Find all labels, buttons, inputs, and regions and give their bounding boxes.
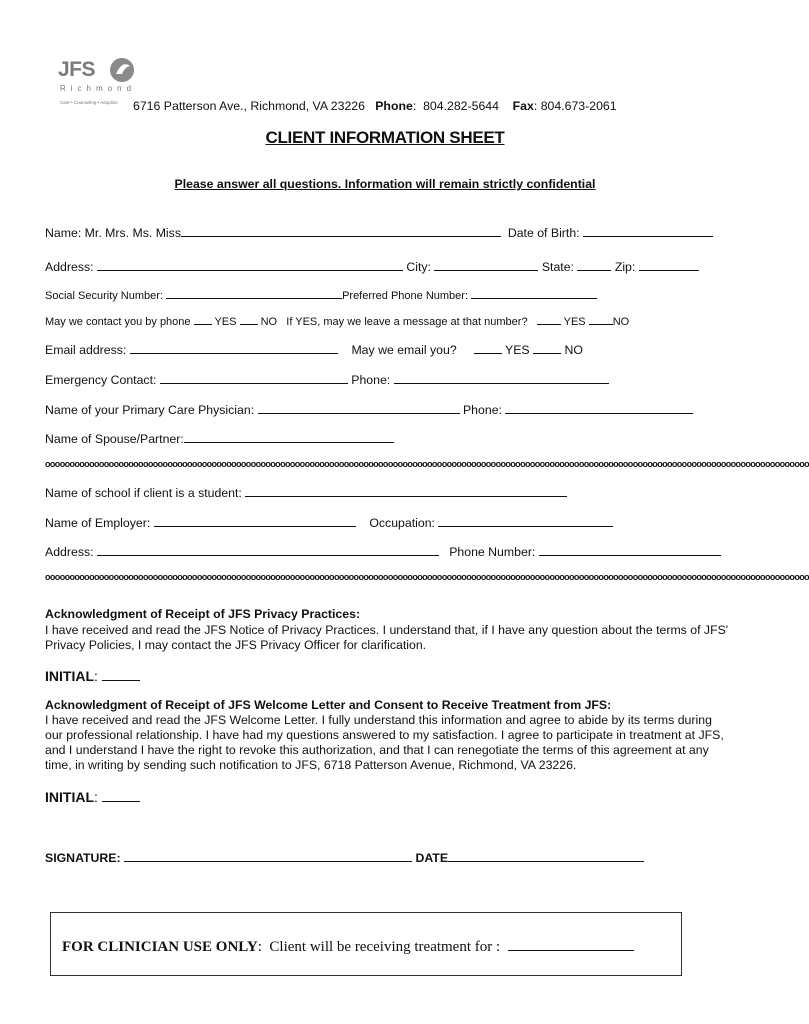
clinician-box (50, 912, 682, 976)
employer-phone-label: Phone Number: (449, 545, 536, 559)
physician-label: Name of your Primary Care Physician: (45, 403, 255, 417)
occupation-label: Occupation: (369, 516, 435, 530)
email-yes-label: YES (505, 343, 530, 357)
email-yes-check[interactable] (474, 341, 502, 354)
employer-address-label: Address: (45, 545, 94, 559)
header-phone: 804.282-5644 (423, 99, 499, 113)
contact-phone-row (45, 314, 629, 328)
employer-row (45, 514, 613, 530)
spouse-row (45, 430, 394, 446)
logo-city: Richmond (60, 84, 137, 93)
separator-2: oooooooooooooooooooooooooooooooooooooooooooooooooooooooooooooooooooooooooooooooooooooooooooooooooooooooooooooooooooooooooooooooooooooooooooooooooooooooooooo (45, 572, 809, 582)
email-row (45, 341, 583, 357)
header-contact: 6716 Patterson Ave., Richmond, VA 23226 Phone: 804.282-5644 Fax: 804.673-2061 (133, 99, 617, 113)
contact-no-label: NO (260, 316, 278, 328)
ssn-field[interactable] (166, 288, 342, 299)
city-label: City: (406, 260, 431, 274)
emergency-phone-label: Phone: (351, 373, 391, 387)
spouse-label: Name of Spouse/Partner: (45, 432, 184, 446)
employer-address-field[interactable] (97, 543, 439, 556)
logo-circle-icon (108, 56, 136, 84)
clinician-row: FOR CLINICIAN USE ONLY: Client will be receiving treatment for : (62, 937, 634, 956)
header-address: 6716 Patterson Ave., Richmond, VA 23226 (133, 99, 365, 113)
message-yes-check[interactable] (537, 314, 561, 325)
signature-field[interactable] (124, 849, 412, 862)
physician-phone-field[interactable] (505, 401, 693, 414)
clinician-text: Client will be receiving treatment for : (269, 939, 501, 955)
initial-label-2: INITIAL (45, 789, 94, 805)
address-label: Address: (45, 260, 94, 274)
page-title: CLIENT INFORMATION SHEET (265, 128, 505, 147)
employer-address-row (45, 543, 721, 559)
address-row (45, 258, 699, 274)
occupation-field[interactable] (438, 514, 613, 527)
emergency-field[interactable] (160, 371, 348, 384)
emergency-label: Emergency Contact: (45, 373, 157, 387)
email-field[interactable] (130, 341, 338, 354)
initial-label-1: INITIAL (45, 668, 94, 684)
fax-label: Fax (512, 99, 534, 113)
phone-label: Phone (375, 99, 413, 113)
email-label: Email address: (45, 343, 127, 357)
dob-label: Date of Birth: (507, 226, 580, 240)
address-field[interactable] (97, 258, 403, 271)
physician-phone-label: Phone: (462, 403, 502, 417)
school-label: Name of school if client is a student: (45, 486, 242, 500)
pref-phone-field[interactable] (471, 288, 597, 299)
welcome-heading: Acknowledgment of Receipt of JFS Welcome Letter and Consent to Receive Treatment from JFS: (45, 698, 612, 712)
name-row: Name: Mr. Mrs. Ms. Miss Date of Birth: (45, 224, 713, 240)
name-label: Name (45, 226, 78, 240)
email-no-check[interactable] (533, 341, 561, 354)
initial-field-1[interactable] (102, 667, 140, 681)
date-field[interactable] (448, 849, 644, 862)
physician-row (45, 401, 693, 417)
signature-label: SIGNATURE: (45, 851, 121, 865)
separator-1: oooooooooooooooooooooooooooooooooooooooooooooooooooooooooooooooooooooooooooooooooooooooooooooooooooooooooooooooooooooooooooooooooooooooooooooooooooooooooooo (45, 459, 809, 469)
emergency-row (45, 371, 609, 387)
state-field[interactable] (577, 258, 611, 271)
message-label: If YES, may we leave a message at that number? (286, 316, 528, 328)
school-row (45, 484, 567, 500)
contact-phone-label: May we contact you by phone (45, 316, 191, 328)
logo-text: JFS (58, 58, 96, 81)
header-fax: 804.673-2061 (540, 99, 617, 113)
spouse-field[interactable] (184, 430, 394, 443)
page-subtitle: Please answer all questions. Information will remain strictly confidential (174, 177, 596, 191)
name-field[interactable] (181, 224, 501, 237)
message-yes-label: YES (563, 316, 586, 328)
contact-no-check[interactable] (240, 314, 258, 325)
logo-tagline: Care • Counseling • Adoption (60, 100, 118, 105)
emergency-phone-field[interactable] (394, 371, 609, 384)
ssn-row (45, 288, 597, 302)
welcome-body: I have received and read the JFS Welcome Letter. I fully understand this information and agree to abide by its terms during our professional relationship. I have had my questions answered to my satisfaction. I agree to participate in treatment at JFS, and I understand I have the right to revoke this authorization, and that I can renegotiate the terms of this agreement at any time, in writing by sending such notification to JFS, 6718 Patterson Avenue, Richmond, VA 23226. (45, 713, 724, 772)
ssn-label: Social Security Number: (45, 290, 163, 302)
zip-label: Zip: (614, 260, 636, 274)
contact-yes-check[interactable] (194, 314, 212, 325)
initial-row-2: INITIAL: (45, 788, 140, 805)
clinician-label: FOR CLINICIAN USE ONLY (62, 939, 258, 955)
initial-field-2[interactable] (102, 788, 140, 802)
name-titles: Mr. Mrs. Ms. Miss (84, 226, 181, 240)
may-email-label: May we email you? (351, 343, 457, 357)
clinician-treatment-field[interactable] (508, 937, 634, 951)
date-label: DATE (415, 851, 449, 865)
school-field[interactable] (245, 484, 567, 497)
message-no-label: NO (612, 316, 630, 328)
privacy-body: I have received and read the JFS Notice of Privacy Practices. I understand that, if I have any question about the terms of JFS' Privacy Policies, I may contact the JFS Privacy Officer for clarification. (45, 623, 729, 652)
zip-field[interactable] (639, 258, 699, 271)
employer-field[interactable] (154, 514, 356, 527)
employer-label: Name of Employer: (45, 516, 151, 530)
email-no-label: NO (564, 343, 583, 357)
message-no-check[interactable] (589, 314, 613, 325)
employer-phone-field[interactable] (539, 543, 721, 556)
city-field[interactable] (434, 258, 538, 271)
physician-field[interactable] (258, 401, 460, 414)
initial-row-1: INITIAL: (45, 667, 140, 684)
state-label: State: (541, 260, 574, 274)
pref-phone-label: Preferred Phone Number: (342, 290, 469, 302)
dob-field[interactable] (583, 224, 713, 237)
signature-row (45, 849, 644, 865)
contact-yes-label: YES (214, 316, 237, 328)
privacy-heading: Acknowledgment of Receipt of JFS Privacy Practices: (45, 607, 361, 621)
